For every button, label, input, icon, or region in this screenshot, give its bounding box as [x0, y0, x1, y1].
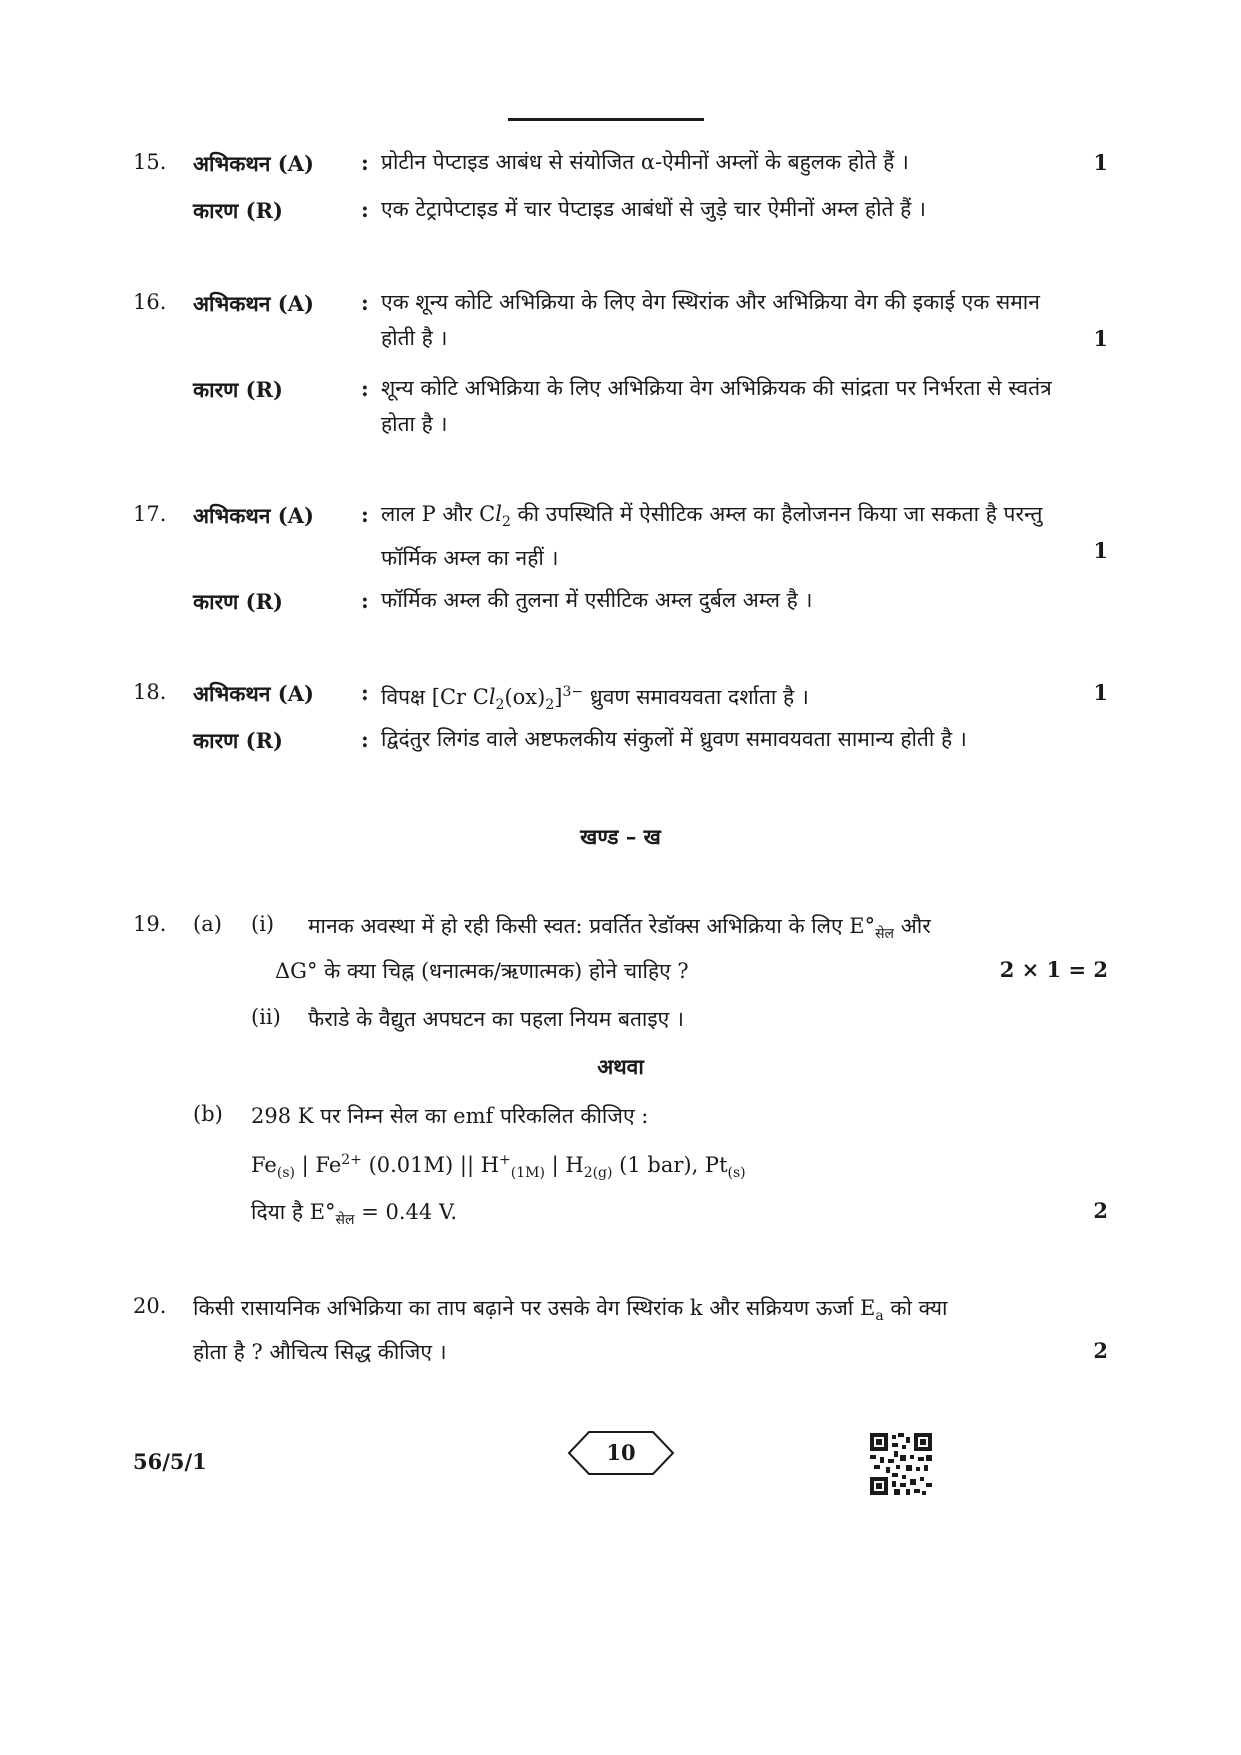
q17-marks: 1 [1093, 538, 1108, 563]
q20-text-line2: होता है ? औचित्य सिद्ध कीजिए । [193, 1340, 447, 1364]
top-rule [508, 118, 704, 121]
q19-number: 19. [133, 912, 167, 936]
section-title: खण्ड – ख [580, 824, 661, 849]
q18-reason-label: कारण (R) [193, 728, 283, 753]
q19-ii-label: (ii) [251, 1005, 281, 1029]
colon: : [361, 376, 369, 401]
colon: : [361, 197, 369, 222]
q15-assertion-text: प्रोटीन पेप्टाइड आबंध से संयोजित α-ऐमीनों अम्लों के बहुलक होते हैं । [381, 150, 909, 174]
q16-reason-label: कारण (R) [193, 377, 283, 402]
q15-assertion-label: अभिकथन (A) [193, 151, 314, 176]
qr-code-icon [870, 1433, 932, 1495]
colon: : [361, 680, 369, 705]
q19-part-a-label: (a) [193, 912, 222, 936]
q19-i-text-line1: मानक अवस्था में हो रही किसी स्वत: प्रवर्तित रेडॉक्स अभिक्रिया के लिए $E^\circ_{सेल}$ और [308, 914, 931, 943]
q19-i-label: (i) [251, 912, 275, 936]
q18-number: 18. [133, 680, 167, 704]
q18-reason-text: द्विदंतुर लिगंड वाले अष्टफलकीय संकुलों में ध्रुवण समावयवता सामान्य होती है । [381, 727, 967, 751]
q17-reason-text: फॉर्मिक अम्ल की तुलना में एसीटिक अम्ल दुर्बल अम्ल है । [381, 588, 813, 612]
q15-reason-text: एक टेट्रापेप्टाइड में चार पेप्टाइड आबंधों से जुड़े चार ऐमीनों अम्ल होते हैं । [381, 197, 926, 221]
paper-code: 56/5/1 [133, 1449, 207, 1474]
q17-number: 17. [133, 502, 167, 526]
q16-number: 16. [133, 290, 167, 314]
q19-i-text-line2: ΔG° के क्या चिह्न (धनात्मक/ऋणात्मक) होने चाहिए ? [275, 959, 689, 983]
q18-marks: 1 [1093, 680, 1108, 705]
q15-number: 15. [133, 150, 167, 174]
q20-marks: 2 [1093, 1338, 1108, 1363]
q16-reason-text: शून्य कोटि अभिक्रिया के लिए अभिक्रिया वेग अभिक्रियक की सांद्रता पर निर्भरता से स्वतंत्र होता है । [381, 376, 1052, 436]
q19-a-marks: 2 × 1 = 2 [999, 957, 1108, 982]
q15-marks: 1 [1093, 150, 1108, 175]
colon: : [361, 502, 369, 527]
q19-b-text: 298 K पर निम्न सेल का emf परिकलित कीजिए : [251, 1104, 649, 1128]
q17-reason-label: कारण (R) [193, 589, 283, 614]
or-divider: अथवा [597, 1054, 644, 1079]
q19-given: दिया है $E^\circ_{सेल} = 0.44$ V. [251, 1200, 458, 1229]
q16-assertion-label: अभिकथन (A) [193, 291, 314, 316]
q19-cell-notation: $Fe_{(s)}$ | $Fe^{2+}$ (0.01M) || $H^+_{(1M)}$ | $H_{2(g)}$ (1 bar), $Pt_{(s)}$ [251, 1152, 746, 1182]
q20-text-line1: किसी रासायनिक अभिक्रिया का ताप बढ़ाने पर उसके वेग स्थिरांक k और सक्रियण ऊर्जा $E_a$ को क्या [193, 1296, 948, 1325]
q19-b-marks: 2 [1093, 1198, 1108, 1223]
q18-assertion-label: अभिकथन (A) [193, 681, 314, 706]
colon: : [361, 290, 369, 315]
q19-ii-text: फैराडे के वैद्युत अपघटन का पहला नियम बताइए । [308, 1007, 684, 1031]
q20-number: 20. [133, 1294, 167, 1318]
page-number: 10 [606, 1440, 636, 1465]
q16-assertion-text: एक शून्य कोटि अभिक्रिया के लिए वेग स्थिरांक और अभिक्रिया वेग की इकाई एक समान होती है । [381, 290, 1040, 350]
q17-assertion-text: लाल P और $Cl_2$ की उपस्थिति में ऐसीटिक अम्ल का हैलोजनन किया जा सकता है परन्तु फॉर्मिक अम्ल का नहीं । [381, 502, 1043, 571]
colon: : [361, 588, 369, 613]
q19-part-b-label: (b) [193, 1102, 223, 1126]
colon: : [361, 150, 369, 175]
q18-assertion-text: विपक्ष [Cr $Cl_2(ox)_2]^{3-}$ ध्रुवण समावयवता दर्शाता है । [381, 684, 809, 714]
colon: : [361, 727, 369, 752]
q16-marks: 1 [1093, 326, 1108, 351]
q15-reason-label: कारण (R) [193, 198, 283, 223]
q17-assertion-label: अभिकथन (A) [193, 503, 314, 528]
